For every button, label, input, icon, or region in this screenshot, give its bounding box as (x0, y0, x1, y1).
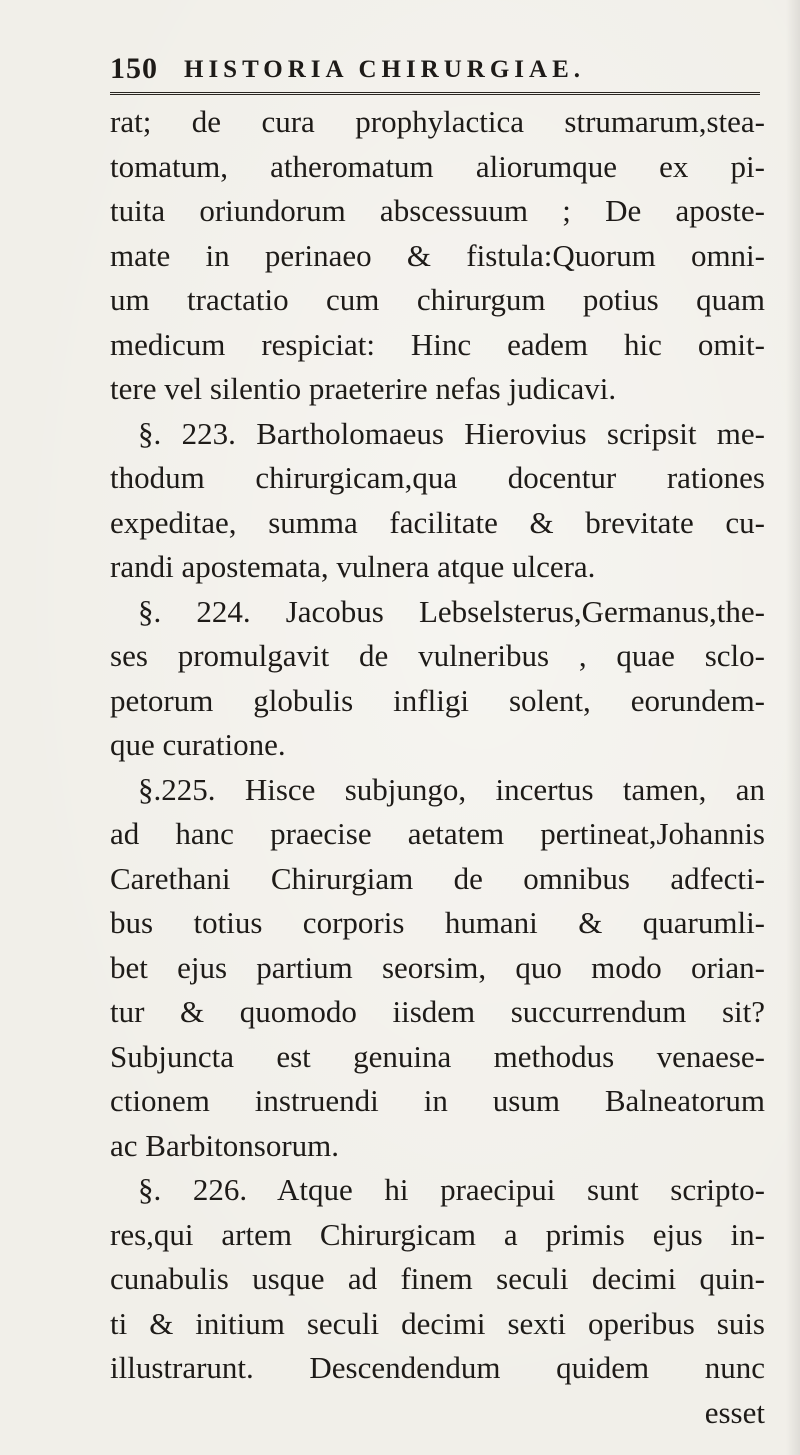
text-line: Carethani Chirurgiam de omnibus adfecti- (110, 860, 765, 896)
text-line: randi apostemata, vulnera atque ulcera. (110, 549, 596, 584)
text-line: tuita oriundorum abscessuum ; De aposte- (110, 193, 765, 228)
header-rule (110, 92, 760, 95)
running-head (110, 48, 760, 92)
text-line: bet ejus partium seorsim, quo modo orian- (110, 949, 765, 985)
section-start-line: §.225. Hisce subjungo, incertus tamen, an (138, 771, 765, 807)
text-line: cunabulis usque ad finem seculi decimi quin- (110, 1261, 765, 1296)
text-line: tur & quomodo iisdem succurrendum sit? (110, 994, 765, 1029)
text-line: medicum respiciat: Hinc eadem hic omit- (110, 326, 765, 362)
text-line: rat; de cura prophylactica strumarum,stea- (110, 104, 765, 139)
page-edge-shadow (786, 0, 800, 1455)
text-line: ad hanc praecise aetatem pertineat,Johannis (110, 816, 765, 851)
catchword: esset (704, 1394, 765, 1430)
text-line: mate in perinaeo & fistula:Quorum omni- (110, 237, 765, 273)
text-line: expeditae, summa facilitate & brevitate cu- (110, 504, 765, 540)
text-line: ctionem instruendi in usum Balneatorum (110, 1083, 765, 1118)
text-line: illustrarunt. Descendendum quidem nunc (110, 1350, 765, 1385)
text-line: ses promulgavit de vulneribus , quae sclo- (110, 638, 765, 673)
section-start-line: §. 226. Atque hi praecipui sunt scripto- (138, 1172, 765, 1207)
page-number: 150 (110, 52, 158, 85)
text-line: ac Barbitonsorum. (110, 1127, 340, 1163)
text-line: um tractatio cum chirurgum potius quam (110, 282, 765, 317)
text-line: Subjuncta est genuina methodus venaese- (110, 1038, 765, 1074)
text-line: ti & initium seculi decimi sexti operibus suis (110, 1305, 765, 1341)
text-line: petorum globulis infligi solent, eorundem- (110, 682, 765, 718)
section-start-line: §. 223. Bartholomaeus Hierovius scripsit me- (138, 415, 765, 451)
text-line: bus totius corporis humani & quarumli- (110, 905, 765, 940)
text-line: que curatione. (110, 727, 286, 762)
text-line: tomatum, atheromatum aliorumque ex pi- (110, 148, 765, 184)
running-title: HISTORIA CHIRURGIAE. (184, 56, 586, 83)
text-line: res,qui artem Chirurgicam a primis ejus in- (110, 1216, 765, 1252)
text-line: thodum chirurgicam,qua docentur rationes (110, 460, 765, 495)
body-text (110, 100, 765, 1435)
section-start-line: §. 224. Jacobus Lebselsterus,Germanus,the- (138, 593, 765, 629)
text-line: tere vel silentio praeterire nefas judicavi. (110, 371, 617, 406)
